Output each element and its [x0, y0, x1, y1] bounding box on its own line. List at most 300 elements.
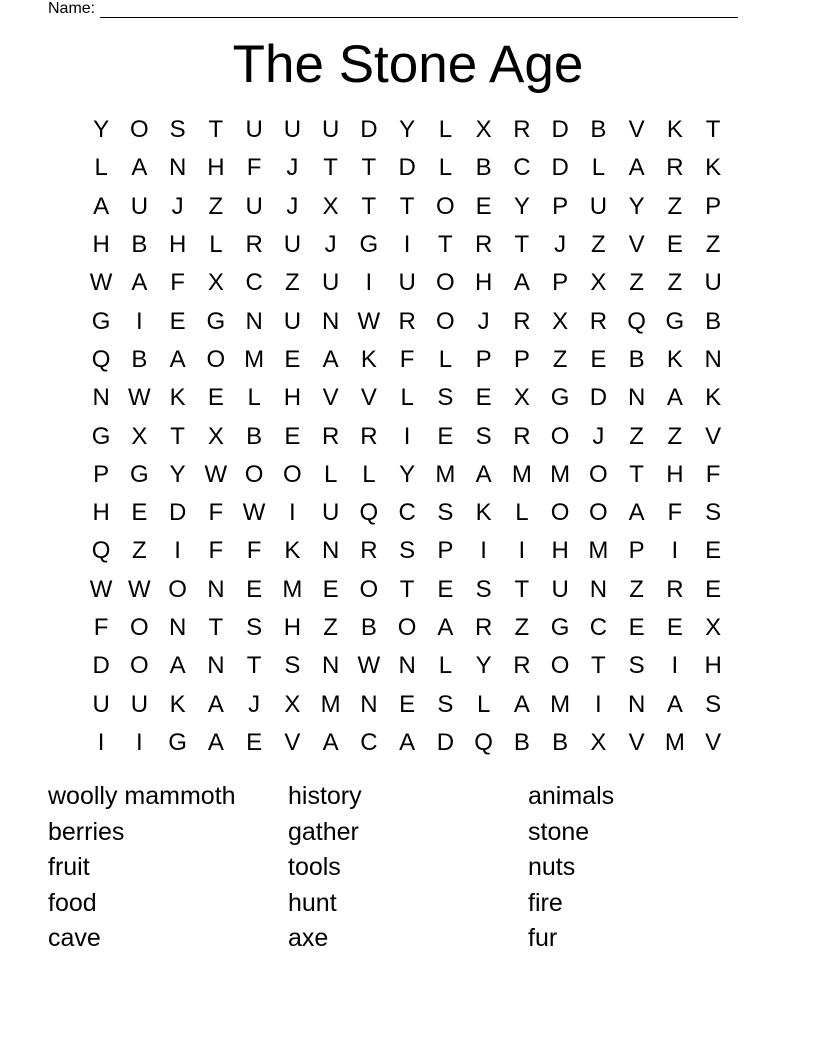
- grid-letter: U: [283, 116, 302, 144]
- grid-letter: L: [515, 499, 529, 527]
- grid-letter: F: [705, 460, 721, 488]
- grid-letter: I: [480, 537, 487, 565]
- grid-letter: I: [403, 231, 411, 259]
- grid-letter: W: [128, 575, 151, 603]
- grid-letter: B: [360, 614, 377, 641]
- grid-letter: M: [588, 537, 609, 565]
- grid-letter: O: [130, 116, 149, 144]
- grid-letter: F: [208, 499, 224, 527]
- grid-letter: D: [436, 728, 455, 756]
- grid-letter: R: [513, 422, 531, 450]
- grid-letter: W: [89, 269, 113, 297]
- grid-letter: E: [437, 575, 454, 603]
- grid-letter: S: [399, 537, 416, 565]
- grid-letter: R: [360, 537, 378, 565]
- grid-letter: H: [92, 231, 110, 259]
- grid-letter: E: [207, 384, 224, 412]
- grid-letter: V: [628, 728, 645, 756]
- word-list-item: history: [288, 782, 362, 810]
- grid-letter: T: [208, 614, 224, 641]
- grid-letter: D: [589, 384, 608, 412]
- grid-letter: K: [666, 116, 683, 144]
- grid-letter: S: [246, 614, 263, 641]
- grid-letter: C: [398, 499, 416, 527]
- grid-letter: Y: [169, 460, 186, 488]
- grid-letter: D: [360, 116, 378, 144]
- grid-letter: X: [207, 422, 224, 450]
- word-list-item: hunt: [288, 888, 337, 917]
- grid-letter: B: [705, 307, 722, 335]
- grid-letter: R: [513, 116, 531, 144]
- grid-letter: I: [97, 728, 105, 756]
- word-list-item: fire: [528, 888, 563, 917]
- grid-letter: N: [321, 307, 340, 335]
- grid-letter: P: [705, 192, 722, 220]
- grid-letter: G: [550, 614, 570, 641]
- grid-letter: Q: [91, 537, 111, 565]
- grid-letter: W: [128, 384, 151, 412]
- grid-letter: P: [93, 460, 110, 488]
- grid-letter: M: [550, 690, 571, 718]
- grid-letter: T: [208, 116, 224, 144]
- grid-letter: E: [590, 345, 607, 373]
- grid-letter: F: [93, 614, 109, 641]
- grid-letter: A: [513, 269, 530, 297]
- grid-letter: R: [666, 154, 684, 182]
- grid-letter: W: [357, 307, 381, 335]
- grid-letter: A: [666, 690, 683, 718]
- name-blank-line: [100, 2, 738, 18]
- grid-letter: F: [170, 269, 185, 297]
- grid-letter: R: [245, 231, 263, 259]
- grid-letter: R: [321, 422, 340, 450]
- grid-letter: E: [399, 690, 416, 718]
- grid-letter: I: [289, 499, 296, 527]
- grid-letter: E: [666, 614, 683, 641]
- grid-letter: O: [283, 460, 302, 488]
- word-list-item: nuts: [528, 853, 576, 882]
- grid-letter: F: [246, 537, 262, 565]
- grid-letter: O: [550, 499, 570, 527]
- word-list-item: gather: [288, 817, 359, 846]
- grid-letter: J: [286, 154, 299, 182]
- grid-letter: O: [436, 192, 455, 220]
- grid-letter: K: [284, 537, 301, 565]
- grid-letter: S: [169, 116, 186, 144]
- grid-letter: Y: [399, 460, 416, 488]
- grid-letter: M: [244, 345, 265, 373]
- grid-letter: L: [591, 154, 606, 182]
- grid-letter: H: [666, 460, 684, 488]
- grid-letter: V: [628, 116, 645, 144]
- grid-letter: C: [360, 728, 378, 756]
- grid-letter: R: [666, 575, 684, 603]
- grid-letter: I: [595, 690, 602, 718]
- grid-letter: U: [321, 269, 340, 297]
- grid-letter: Y: [93, 116, 110, 144]
- word-list-item: axe: [288, 924, 329, 953]
- grid-letter: A: [399, 728, 416, 756]
- grid-letter: L: [438, 154, 453, 182]
- grid-letter: G: [359, 231, 379, 259]
- grid-letter: I: [403, 422, 411, 450]
- page-title: The Stone Age: [232, 35, 584, 94]
- grid-letter: N: [207, 575, 225, 603]
- grid-letter: A: [666, 384, 683, 412]
- grid-letter: X: [207, 269, 224, 297]
- grid-letter: O: [130, 652, 149, 680]
- grid-letter: W: [357, 652, 381, 680]
- grid-letter: X: [131, 422, 148, 450]
- grid-letter: Z: [667, 269, 683, 297]
- grid-letter: Z: [132, 537, 147, 565]
- grid-letter: E: [169, 307, 186, 335]
- grid-letter: M: [550, 460, 571, 488]
- grid-letter: P: [513, 345, 530, 373]
- grid-letter: A: [169, 652, 186, 680]
- grid-letter: D: [398, 154, 416, 182]
- grid-letter: A: [437, 614, 454, 641]
- grid-letter: M: [320, 690, 341, 718]
- grid-letter: A: [628, 499, 645, 527]
- grid-letter: U: [551, 575, 569, 603]
- grid-letter: Q: [474, 728, 493, 756]
- grid-letter: R: [513, 652, 531, 680]
- grid-letter: B: [131, 345, 148, 373]
- grid-letter: L: [323, 460, 338, 488]
- grid-letter: T: [361, 154, 377, 182]
- grid-letter: J: [248, 690, 261, 718]
- grid-letter: U: [321, 116, 340, 144]
- grid-letter: E: [246, 575, 263, 603]
- grid-letter: S: [705, 499, 722, 527]
- grid-letter: V: [628, 231, 645, 259]
- grid-letter: E: [284, 422, 301, 450]
- grid-letter: D: [551, 154, 569, 182]
- grid-letter: X: [552, 307, 569, 335]
- grid-letter: S: [475, 575, 492, 603]
- grid-letter: T: [514, 575, 530, 603]
- grid-letter: K: [169, 690, 186, 718]
- grid-letter: N: [589, 575, 608, 603]
- grid-letter: T: [361, 192, 377, 220]
- grid-letter: K: [705, 384, 722, 412]
- grid-letter: V: [705, 728, 722, 756]
- grid-letter: S: [437, 690, 454, 718]
- grid-letter: N: [627, 384, 646, 412]
- grid-letter: Z: [629, 575, 644, 603]
- grid-letter: E: [475, 384, 492, 412]
- grid-letter: Y: [475, 652, 492, 680]
- grid-letter: V: [322, 384, 339, 412]
- grid-letter: Z: [667, 422, 683, 450]
- grid-letter: O: [130, 614, 149, 641]
- grid-letter: T: [514, 231, 530, 259]
- grid-letter: E: [705, 537, 722, 565]
- grid-letter: R: [474, 614, 493, 641]
- grid-letter: K: [360, 345, 377, 373]
- grid-letter: T: [399, 192, 415, 220]
- grid-letter: Q: [627, 307, 646, 335]
- grid-letter: U: [130, 690, 149, 718]
- grid-letter: P: [437, 537, 454, 565]
- grid-letter: G: [168, 728, 187, 756]
- grid-letter: O: [168, 575, 187, 603]
- grid-letter: U: [92, 690, 110, 718]
- grid-letter: O: [589, 499, 608, 527]
- grid-letter: S: [437, 384, 454, 412]
- grid-letter: I: [174, 537, 181, 565]
- grid-letter: B: [513, 728, 530, 756]
- grid-letter: O: [589, 460, 608, 488]
- grid-letter: T: [591, 652, 606, 680]
- grid-letter: G: [91, 422, 111, 450]
- grid-letter: T: [438, 231, 453, 259]
- grid-letter: T: [323, 154, 338, 182]
- grid-letter: E: [666, 231, 683, 259]
- grid-letter: N: [321, 537, 340, 565]
- grid-letter: R: [589, 307, 608, 335]
- grid-letter: H: [283, 384, 302, 412]
- grid-letter: Z: [667, 192, 683, 220]
- grid-letter: D: [551, 116, 569, 144]
- grid-letter: X: [705, 614, 722, 641]
- grid-letter: B: [590, 116, 607, 144]
- grid-letter: S: [284, 652, 301, 680]
- grid-letter: T: [705, 116, 721, 144]
- grid-letter: M: [664, 728, 685, 756]
- grid-letter: K: [666, 345, 683, 373]
- grid-letter: Z: [629, 422, 644, 450]
- grid-letter: T: [170, 422, 185, 450]
- grid-letter: H: [551, 537, 569, 565]
- grid-letter: M: [435, 460, 456, 488]
- grid-letter: A: [475, 460, 492, 488]
- grid-letter: N: [207, 652, 225, 680]
- grid-letter: L: [94, 154, 108, 182]
- grid-letter: V: [705, 422, 722, 450]
- grid-letter: K: [475, 499, 492, 527]
- grid-letter: Z: [705, 231, 721, 259]
- grid-letter: U: [321, 499, 340, 527]
- grid-letter: F: [399, 345, 415, 373]
- grid-letter: G: [206, 307, 226, 335]
- grid-letter: A: [628, 154, 645, 182]
- grid-letter: X: [284, 690, 301, 718]
- name-label: Name:: [48, 0, 96, 17]
- word-list-item: animals: [528, 782, 615, 810]
- grid-letter: A: [131, 269, 148, 297]
- grid-letter: Y: [628, 192, 645, 220]
- grid-letter: N: [627, 690, 646, 718]
- grid-letter: Z: [591, 231, 606, 259]
- grid-letter: B: [131, 231, 148, 259]
- grid-letter: V: [360, 384, 377, 412]
- grid-letter: L: [209, 231, 223, 259]
- grid-letter: U: [704, 269, 722, 297]
- grid-letter: P: [628, 537, 645, 565]
- grid-letter: A: [169, 345, 186, 373]
- grid-letter: D: [92, 652, 110, 680]
- grid-letter: R: [360, 422, 378, 450]
- grid-letter: I: [136, 728, 143, 756]
- grid-letter: Z: [629, 269, 644, 297]
- grid-letter: I: [671, 652, 679, 680]
- grid-letter: J: [324, 231, 337, 259]
- grid-letter: C: [589, 614, 608, 641]
- grid-letter: N: [398, 652, 416, 680]
- grid-letter: C: [513, 154, 531, 182]
- grid-letter: G: [130, 460, 149, 488]
- word-search-grid: [82, 111, 732, 762]
- word-list-item: fur: [528, 924, 558, 953]
- grid-letter: J: [286, 192, 299, 220]
- grid-letter: R: [398, 307, 416, 335]
- word-list: [48, 779, 768, 957]
- grid-letter: X: [513, 384, 530, 412]
- grid-letter: P: [552, 192, 569, 220]
- grid-letter: I: [518, 537, 526, 565]
- grid-letter: E: [437, 422, 454, 450]
- grid-letter: L: [438, 652, 453, 680]
- grid-letter: U: [130, 192, 149, 220]
- grid-letter: E: [131, 499, 148, 527]
- name-field-row: [48, 0, 738, 18]
- grid-letter: E: [246, 728, 263, 756]
- grid-letter: A: [322, 345, 339, 373]
- grid-letter: N: [321, 652, 340, 680]
- grid-letter: W: [242, 499, 266, 527]
- grid-letter: U: [398, 269, 416, 297]
- grid-letter: X: [322, 192, 339, 220]
- word-list-item: tools: [288, 853, 341, 882]
- grid-letter: U: [245, 116, 263, 144]
- grid-letter: W: [204, 460, 228, 488]
- grid-letter: H: [474, 269, 493, 297]
- grid-letter: T: [629, 460, 644, 488]
- grid-letter: E: [322, 575, 339, 603]
- grid-letter: N: [704, 345, 722, 373]
- grid-letter: H: [168, 231, 187, 259]
- word-list-item: fruit: [48, 853, 90, 882]
- grid-letter: J: [477, 307, 490, 335]
- grid-letter: A: [131, 154, 148, 182]
- word-list-item: woolly mammoth: [48, 782, 236, 810]
- word-list-item: food: [48, 888, 97, 917]
- grid-letter: P: [475, 345, 492, 373]
- word-list-item: cave: [48, 924, 101, 953]
- grid-letter: U: [283, 231, 302, 259]
- grid-letter: A: [322, 728, 339, 756]
- grid-letter: G: [665, 307, 685, 335]
- grid-letter: P: [552, 269, 569, 297]
- grid-letter: O: [397, 614, 417, 641]
- grid-letter: G: [91, 307, 111, 335]
- grid-letter: H: [92, 499, 110, 527]
- grid-letter: C: [245, 269, 263, 297]
- grid-letter: L: [476, 690, 491, 718]
- grid-letter: S: [628, 652, 645, 680]
- grid-letter: Q: [359, 499, 379, 527]
- grid-letter: V: [284, 728, 301, 756]
- grid-letter: O: [359, 575, 379, 603]
- grid-letter: I: [365, 269, 373, 297]
- grid-letter: W: [89, 575, 113, 603]
- grid-letter: Z: [323, 614, 338, 641]
- grid-letter: Z: [285, 269, 300, 297]
- grid-letter: O: [436, 307, 455, 335]
- grid-letter: K: [705, 154, 722, 182]
- grid-letter: L: [400, 384, 414, 412]
- grid-letter: A: [207, 728, 224, 756]
- grid-letter: J: [554, 231, 567, 259]
- grid-letter: A: [93, 192, 110, 220]
- grid-letter: Y: [513, 192, 530, 220]
- grid-letter: H: [207, 154, 225, 182]
- grid-letter: A: [207, 690, 224, 718]
- grid-letter: O: [436, 269, 455, 297]
- grid-letter: R: [474, 231, 493, 259]
- grid-letter: Z: [514, 614, 530, 641]
- grid-letter: E: [705, 575, 722, 603]
- grid-letter: N: [92, 384, 110, 412]
- grid-letter: M: [511, 460, 532, 488]
- grid-letter: B: [246, 422, 263, 450]
- grid-letter: E: [628, 614, 645, 641]
- word-list-item: berries: [48, 817, 125, 846]
- grid-letter: D: [168, 499, 187, 527]
- grid-letter: F: [667, 499, 683, 527]
- grid-letter: N: [245, 307, 263, 335]
- grid-letter: G: [550, 384, 570, 412]
- grid-letter: O: [244, 460, 264, 488]
- grid-letter: J: [171, 192, 184, 220]
- grid-letter: S: [705, 690, 722, 718]
- grid-letter: I: [671, 537, 679, 565]
- grid-letter: X: [590, 728, 607, 756]
- grid-letter: B: [475, 154, 492, 182]
- grid-letter: L: [438, 116, 453, 144]
- grid-letter: Z: [552, 345, 568, 373]
- grid-letter: E: [475, 192, 492, 220]
- grid-letter: J: [592, 422, 605, 450]
- grid-letter: F: [246, 154, 262, 182]
- grid-letter: S: [437, 499, 454, 527]
- grid-letter: T: [246, 652, 262, 680]
- grid-letter: A: [513, 690, 530, 718]
- grid-letter: Z: [208, 192, 224, 220]
- grid-letter: K: [169, 384, 186, 412]
- grid-letter: L: [438, 345, 453, 373]
- grid-letter: R: [513, 307, 531, 335]
- grid-letter: S: [475, 422, 492, 450]
- grid-letter: Q: [91, 345, 111, 373]
- grid-letter: L: [362, 460, 376, 488]
- grid-letter: U: [283, 307, 302, 335]
- grid-letter: N: [168, 614, 187, 641]
- grid-letter: E: [284, 345, 301, 373]
- grid-letter: X: [590, 269, 607, 297]
- grid-letter: U: [245, 192, 263, 220]
- grid-letter: H: [704, 652, 722, 680]
- grid-letter: N: [360, 690, 378, 718]
- grid-letter: B: [628, 345, 645, 373]
- grid-letter: Y: [399, 116, 416, 144]
- grid-letter: X: [475, 116, 492, 144]
- grid-letter: O: [550, 422, 570, 450]
- grid-letter: F: [208, 537, 224, 565]
- grid-letter: B: [552, 728, 569, 756]
